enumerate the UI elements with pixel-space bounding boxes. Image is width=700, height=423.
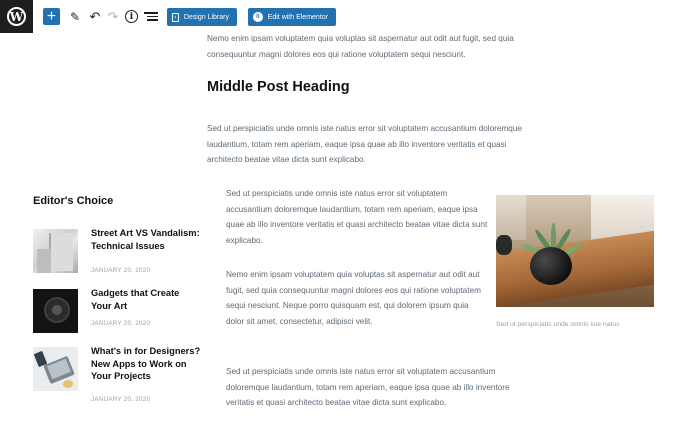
sidebar-post[interactable] <box>33 229 203 275</box>
edit-with-elementor-button[interactable] <box>248 8 336 26</box>
plant-photo[interactable] <box>496 195 654 307</box>
intro-paragraph[interactable]: Nemo enim ipsam voluptatem quia voluptas sit aspernatur aut odit aut fugit, sed quia consequuntur magni dolores eos qui ratione voluptatem sequi nesciunt. <box>207 34 514 59</box>
post-date: JANUARY 20, 2020 <box>91 267 151 274</box>
paragraph-2[interactable]: Sed ut perspiciatis unde omnis iste natus error sit voluptatem accusantium doloremque laudantium, totam rem aperiam, eaque ipsa quae ab illo inventore veritatis et quasi architecto beatae vitae dicta sunt explicabo. <box>207 124 522 164</box>
paragraph-5[interactable]: Sed ut perspiciatis unde omnis iste natus error sit voluptatem accusantium doloremque laudantium, totam rem aperiam, eaque ipsa quae ab illo inventore veritatis et quasi architecto beatae vitae dicta sunt explicabo. <box>226 367 510 407</box>
thumb-shape <box>63 380 73 388</box>
photo-shape <box>530 247 572 285</box>
sidebar-post[interactable] <box>33 289 203 335</box>
post-title[interactable]: What's in for Designers? New Apps to Work on Your Projects <box>91 346 201 381</box>
wordpress-logo-button[interactable] <box>0 0 33 33</box>
pencil-icon: ✎ <box>69 9 81 24</box>
post-thumbnail-desk[interactable] <box>33 347 78 391</box>
paragraph-3[interactable]: Sed ut perspiciatis unde omnis iste natus error sit voluptatem accusantium doloremque laudantium, totam rem aperiam, eaque ipsa quae ab illo inventore veritatis et quasi architecto beatae vitae dicta sunt explicabo. <box>226 189 488 245</box>
post-date: JANUARY 20, 2020 <box>91 396 151 403</box>
design-library-button[interactable] <box>167 8 237 26</box>
photo-shape <box>496 235 512 255</box>
details-button[interactable] <box>125 10 138 23</box>
list-line <box>147 19 158 21</box>
design-library-label: Design Library <box>183 13 229 21</box>
undo-button[interactable] <box>88 8 102 25</box>
paragraph-4[interactable]: Nemo enim ipsam voluptatem quia voluptas sit aspernatur aut odit aut fugit, sed quia consequuntur magni dolores eos qui ratione voluptatem sequi nesciunt. Neque porro quisquam est, qui dolorem ipsum quia dolor sit amet, consectetur, adipisci velit. <box>226 270 481 326</box>
post-thumbnail-building[interactable] <box>33 229 78 273</box>
middle-post-heading[interactable]: Middle Post Heading <box>207 79 350 95</box>
post-date: JANUARY 20, 2020 <box>91 320 151 327</box>
add-block-button[interactable] <box>43 8 60 25</box>
list-line <box>147 16 158 18</box>
library-icon: ‹ <box>172 13 179 22</box>
elementor-icon: ll <box>253 12 263 22</box>
thumb-shape <box>49 233 73 271</box>
list-view-icon <box>144 12 158 14</box>
post-title[interactable]: Street Art VS Vandalism: Technical Issues <box>91 228 200 251</box>
thumb-shape <box>52 305 62 315</box>
photo-shape <box>551 223 556 249</box>
photo-shape <box>496 231 654 307</box>
undo-icon: ↶ <box>89 8 101 24</box>
post-title[interactable]: Gadgets that Create Your Art <box>91 288 180 311</box>
redo-button[interactable] <box>106 8 120 25</box>
photo-shape <box>496 195 526 240</box>
list-view-button[interactable] <box>144 8 158 25</box>
post-thumbnail-gadget[interactable] <box>33 289 78 333</box>
image-caption[interactable]: Sed ut perspiciatis unde omnis iste natus <box>496 321 620 328</box>
wordpress-icon: W <box>7 7 26 26</box>
tools-button[interactable] <box>67 8 83 25</box>
editor-toolbar <box>0 0 700 33</box>
sidebar-post[interactable] <box>33 346 203 403</box>
editors-choice-title: Editor's Choice <box>33 195 114 207</box>
edit-with-elementor-label: Edit with Elementor <box>267 13 328 21</box>
info-icon: i <box>129 11 134 22</box>
redo-icon: ↷ <box>107 8 119 24</box>
plus-icon: + <box>46 7 57 25</box>
thumb-shape <box>37 249 51 273</box>
